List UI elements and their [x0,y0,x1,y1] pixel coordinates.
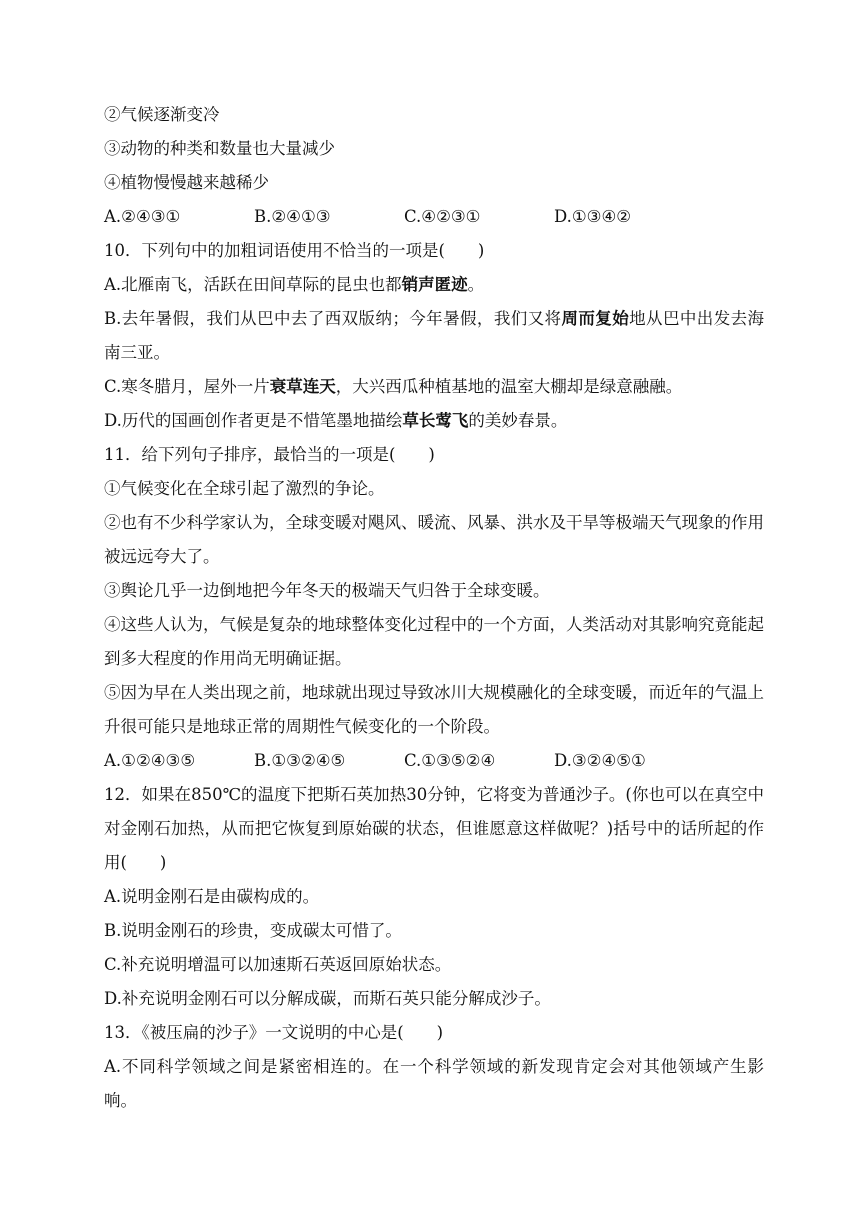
q10-d-bold-term: 草长莺飞 [402,411,469,430]
q10-option-b [104,302,764,370]
q10-b-text: B.去年暑假，我们从巴中去了西双版纳；今年暑假，我们又将 [104,309,562,328]
q9-item-4: ④植物慢慢越来越稀少 [104,173,269,192]
q13-option-a: A.不同科学领域之间是紧密相连的。在一个科学领域的新发现肯定会对其他领域产生影响。 [104,1057,764,1110]
q9-option-a: A.②④③① [104,207,181,226]
q11-option-b: B.①③②④⑤ [254,751,346,770]
q10-option-a [104,268,764,302]
q11-sentence-4: ④这些人认为，气候是复杂的地球整体变化过程中的一个方面，人类活动对其影响究竟能起到多大程度的作用尚无明确证据。 [104,615,764,668]
document-body [104,98,764,1118]
q10-a-text-end: 。 [467,275,485,294]
q12-option-d: D.补充说明金刚石可以分解成碳，而斯石英只能分解成沙子。 [104,989,551,1008]
q10-a-text: A.北雁南飞，活跃在田间草际的昆虫也都 [104,275,402,294]
q11-sentence-1: ①气候变化在全球引起了激烈的争论。 [104,479,385,498]
q10-stem: 10．下列句中的加粗词语使用不恰当的一项是( ) [104,241,485,260]
q11-sentence-3: ③舆论几乎一边倒地把今年冬天的极端天气归咎于全球变暖。 [104,581,550,600]
q11-stem: 11．给下列句子排序，最恰当的一项是( ) [104,445,435,464]
q10-option-c [104,370,764,404]
q10-c-bold-term: 衰草连天 [269,377,336,396]
q9-option-d: D.①③④② [554,207,632,226]
q11-sentence-5: ⑤因为早在人类出现之前，地球就出现过导致冰川大规模融化的全球变暖，而近年的气温上升很可能只是地球正常的周期性气候变化的一个阶段。 [104,683,764,736]
q10-a-bold-term: 销声匿迹 [401,275,468,294]
q11-sentence-2: ②也有不少科学家认为，全球变暖对飓风、暖流、风暴、洪水及干旱等极端天气现象的作用被远远夸大了。 [104,513,764,566]
q12-option-c: C.补充说明增温可以加速斯石英返回原始状态。 [104,955,452,974]
q9-item-3: ③动物的种类和数量也大量减少 [104,139,335,158]
q12-stem: 12．如果在850℃的温度下把斯石英加热30分钟，它将变为普通沙子。(你也可以在真空中对金刚石加热，从而把它恢复到原始碳的状态，但谁愿意这样做呢？)括号中的话所起的作用( ) [104,785,764,872]
q11-option-d: D.③②④⑤① [554,751,646,770]
q11-option-a: A.①②④③⑤ [104,751,196,770]
q9-option-c: C.④②③① [404,207,481,226]
q10-d-text-end: 的美妙春景。 [468,411,568,430]
q10-b-text-end: 地从巴中出发去海南三亚。 [104,309,765,362]
q11-option-c: C.①③⑤②④ [404,751,496,770]
q12-option-b: B.说明金刚石的珍贵，变成碳太可惜了。 [104,921,402,940]
q9-option-b: B.②④①③ [254,207,331,226]
q10-option-d [104,404,764,438]
q12-option-a: A.说明金刚石是由碳构成的。 [104,887,320,906]
q10-b-bold-term: 周而复始 [561,309,630,328]
q9-item-2: ②气候逐渐变冷 [104,105,220,124]
q10-c-text: C.寒冬腊月，屋外一片 [104,377,270,396]
q9-options [104,200,764,234]
q11-options [104,744,764,778]
q13-stem: 13．《被压扁的沙子》一文说明的中心是( ) [104,1023,444,1042]
q10-d-text: D.历代的国画创作者更是不惜笔墨地描绘 [104,411,403,430]
q10-c-text-end: ，大兴西瓜种植基地的温室大棚却是绿意融融。 [335,377,683,396]
